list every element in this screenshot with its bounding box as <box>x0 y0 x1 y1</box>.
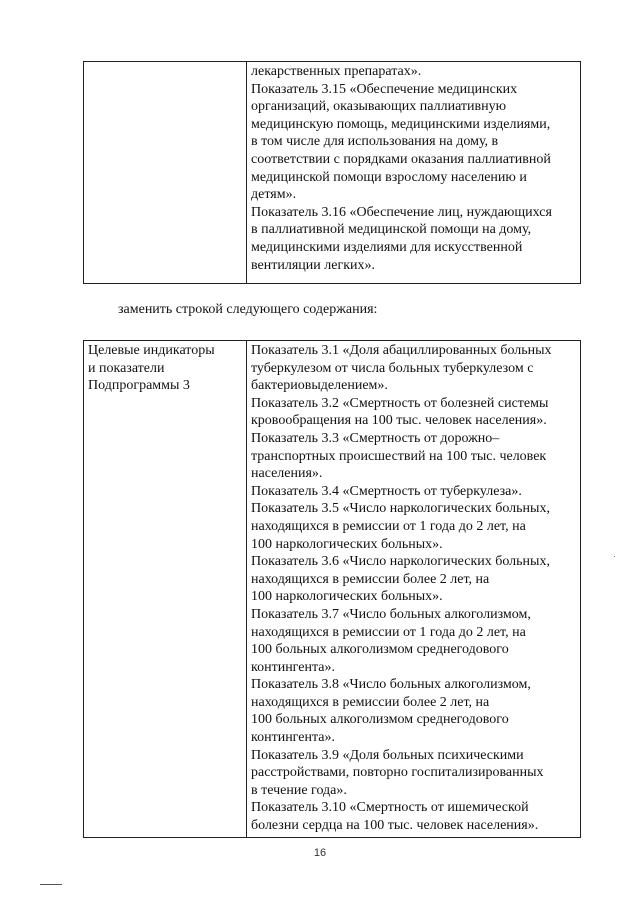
text-line: Целевые индикаторы <box>88 343 215 358</box>
text-line: кровообращения на 100 тыс. человек населения». <box>251 413 547 429</box>
text-line: Показатель 3.16 «Обеспечение лиц, нуждающихся <box>251 204 552 220</box>
text-line: находящихся в ремиссии от 1 года до 2 лет, на <box>251 624 526 640</box>
scan-artifact <box>40 884 62 885</box>
text-line: вентиляции легких». <box>251 257 375 273</box>
text-line: Показатель 3.3 «Смертность от дорожно– <box>251 430 500 446</box>
text-line: в паллиативной медицинской помощи на дому, <box>251 222 532 238</box>
top-table-fragment <box>83 61 581 284</box>
text-line: Показатель 3.9 «Доля больных психическими <box>251 747 524 763</box>
table-row <box>84 341 581 838</box>
text-line: Показатель 3.7 «Число больных алкоголизмом, <box>251 606 531 622</box>
text-line: медицинскими изделиями для искусственной <box>251 239 523 255</box>
text-line: Показатель 3.5 «Число наркологических больных, <box>251 501 550 517</box>
replace-instruction: заменить строкой следующего содержания: <box>118 302 378 317</box>
text-line: Показатель 3.10 «Смертность от ишемической <box>251 800 529 816</box>
text-line: контингента». <box>251 730 335 746</box>
text-line: болезни сердца на 100 тыс. человек населения». <box>251 818 539 834</box>
text-line: и показатели <box>88 360 165 376</box>
text-line: организаций, оказывающих паллиативную <box>251 99 507 115</box>
text-line: контингента». <box>251 659 335 675</box>
text-line: находящихся в ремиссии от 1 года до 2 лет, на <box>251 518 526 534</box>
text-line: Показатель 3.4 «Смертность от туберкулеза». <box>251 483 522 499</box>
text-line: 100 больных алкоголизмом среднегодового <box>251 712 509 728</box>
text-line: в том числе для использования на дому, в <box>251 134 499 150</box>
text-line: Подпрограммы 3 <box>88 378 190 394</box>
text-line: медицинскую помощь, медицинскими изделиями, <box>251 116 551 132</box>
bottom-table-left-cell <box>84 341 247 838</box>
text-line: 100 наркологических больных». <box>251 589 443 605</box>
text-line: 100 наркологических больных». <box>251 536 443 552</box>
text-line: транспортных происшествий на 100 тыс. человек <box>251 448 547 464</box>
table-row <box>84 62 581 284</box>
text-line: Показатель 3.1 «Доля абациллированных больных <box>251 343 552 358</box>
text-line: медицинской помощи взрослому населению и <box>251 169 527 185</box>
text-line: расстройствами, повторно госпитализированных <box>251 765 544 781</box>
text-line: Показатель 3.2 «Смертность от болезней системы <box>251 395 549 411</box>
text-line: населения». <box>251 466 323 482</box>
text-line: детям». <box>251 187 297 203</box>
text-line: Показатель 3.8 «Число больных алкоголизмом, <box>251 677 531 693</box>
bottom-table <box>83 340 581 838</box>
text-line: находящихся в ремиссии более 2 лет, на <box>251 571 490 587</box>
bottom-table-right-cell <box>247 341 581 838</box>
top-table-right-cell <box>247 62 581 284</box>
text-line: бактериовыделением». <box>251 378 388 394</box>
text-line: соответствии с порядками оказания паллиативной <box>251 151 551 167</box>
text-line: находящихся в ремиссии более 2 лет, на <box>251 694 490 710</box>
top-table-left-cell <box>84 62 247 284</box>
text-line: в течение года». <box>251 782 347 798</box>
text-line: 100 больных алкоголизмом среднегодового <box>251 642 509 658</box>
scan-artifact <box>614 556 615 557</box>
text-line: Показатель 3.6 «Число наркологических больных, <box>251 554 550 570</box>
text-line: лекарственных препаратах». <box>251 64 422 79</box>
text-line: Показатель 3.15 «Обеспечение медицинских <box>251 81 518 97</box>
text-line: туберкулезом от числа больных туберкулезом с <box>251 360 534 376</box>
page-number: 16 <box>313 847 327 859</box>
